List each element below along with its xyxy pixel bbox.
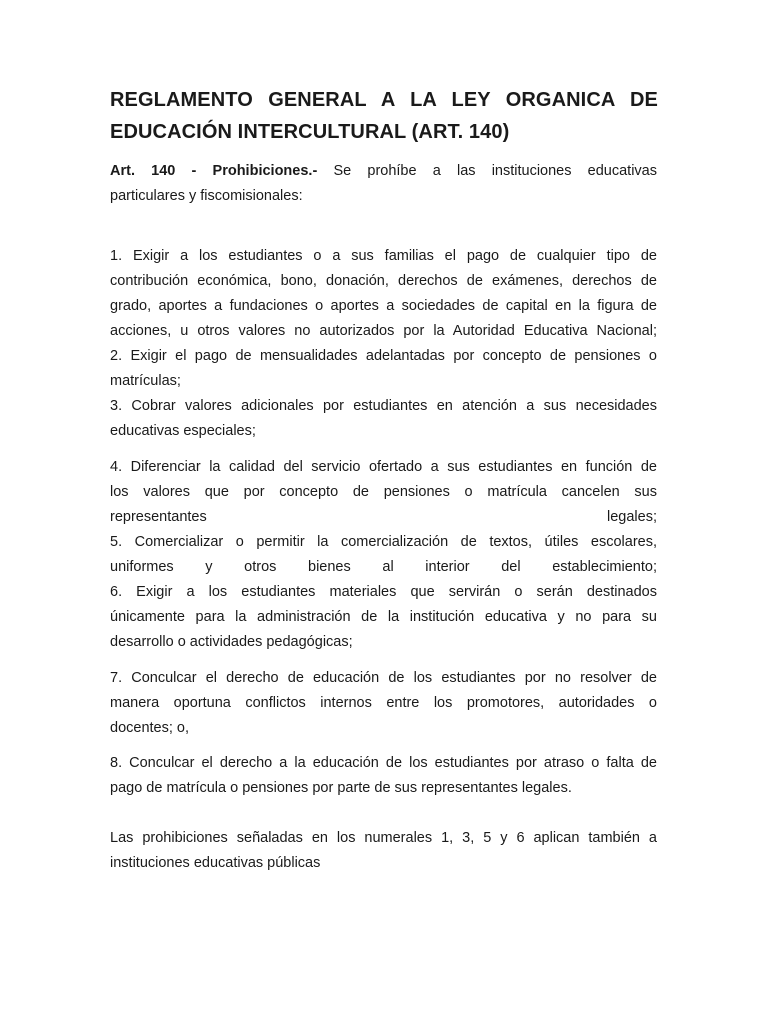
items-block-2	[110, 455, 657, 655]
text-line: únicamente para la administración de la institución educativa y no para su	[110, 609, 657, 625]
items-block-1	[110, 244, 657, 444]
text-line: representantes legales;	[110, 509, 657, 525]
text-line: pago de matrícula o pensiones por parte de sus representantes legales.	[110, 780, 572, 796]
text-line: 2. Exigir el pago de mensualidades adelantadas por concepto de pensiones o	[110, 348, 657, 364]
text-line: 7. Conculcar el derecho de educación de los estudiantes por no resolver de	[110, 670, 657, 686]
text-line: 5. Comercializar o permitir la comercialización de textos, útiles escolares,	[110, 534, 657, 550]
text-line: contribución económica, bono, donación, derechos de exámenes, derechos de	[110, 273, 657, 289]
item-8	[110, 751, 657, 801]
text-line: grado, aportes a fundaciones o aportes a sociedades de capital en la figura de	[110, 298, 657, 314]
item-7	[110, 666, 657, 741]
text-line: matrículas;	[110, 373, 181, 389]
text-line: acciones, u otros valores no autorizados por la Autoridad Educativa Nacional;	[110, 323, 657, 339]
text-line: 1. Exigir a los estudiantes o a sus familias el pago de cualquier tipo de	[110, 248, 657, 264]
intro-line-1	[110, 159, 657, 184]
article-label: Art. 140 - Prohibiciones.-	[110, 163, 318, 179]
text-line: los valores que por concepto de pensiones o matrícula cancelen sus	[110, 484, 657, 500]
text-line: docentes; o,	[110, 720, 189, 736]
intro-line-2: particulares y fiscomisionales:	[110, 188, 303, 204]
document-title: REGLAMENTO GENERAL A LA LEY ORGANICA DE EDUCACIÓN INTERCULTURAL (ART. 140)	[110, 89, 658, 143]
text-line: 3. Cobrar valores adicionales por estudiantes en atención a sus necesidades	[110, 398, 657, 414]
text-line: 6. Exigir a los estudiantes materiales que servirán o serán destinados	[110, 584, 657, 600]
text-line: Las prohibiciones señaladas en los numerales 1, 3, 5 y 6 aplican también a	[110, 830, 657, 846]
text-line: 8. Conculcar el derecho a la educación de los estudiantes por atraso o falta de	[110, 755, 657, 771]
article-intro	[110, 159, 657, 209]
text-line: instituciones educativas públicas	[110, 855, 321, 871]
text-line: educativas especiales;	[110, 423, 256, 439]
final-note	[110, 826, 657, 876]
text-line: desarrollo o actividades pedagógicas;	[110, 634, 353, 650]
text-line: uniformes y otros bienes al interior del establecimiento;	[110, 559, 657, 575]
intro-text: Se prohíbe a las instituciones educativas	[333, 163, 657, 179]
text-line: manera oportuna conflictos internos entre los promotores, autoridades o	[110, 695, 657, 711]
text-line: 4. Diferenciar la calidad del servicio ofertado a sus estudiantes en función de	[110, 459, 657, 475]
